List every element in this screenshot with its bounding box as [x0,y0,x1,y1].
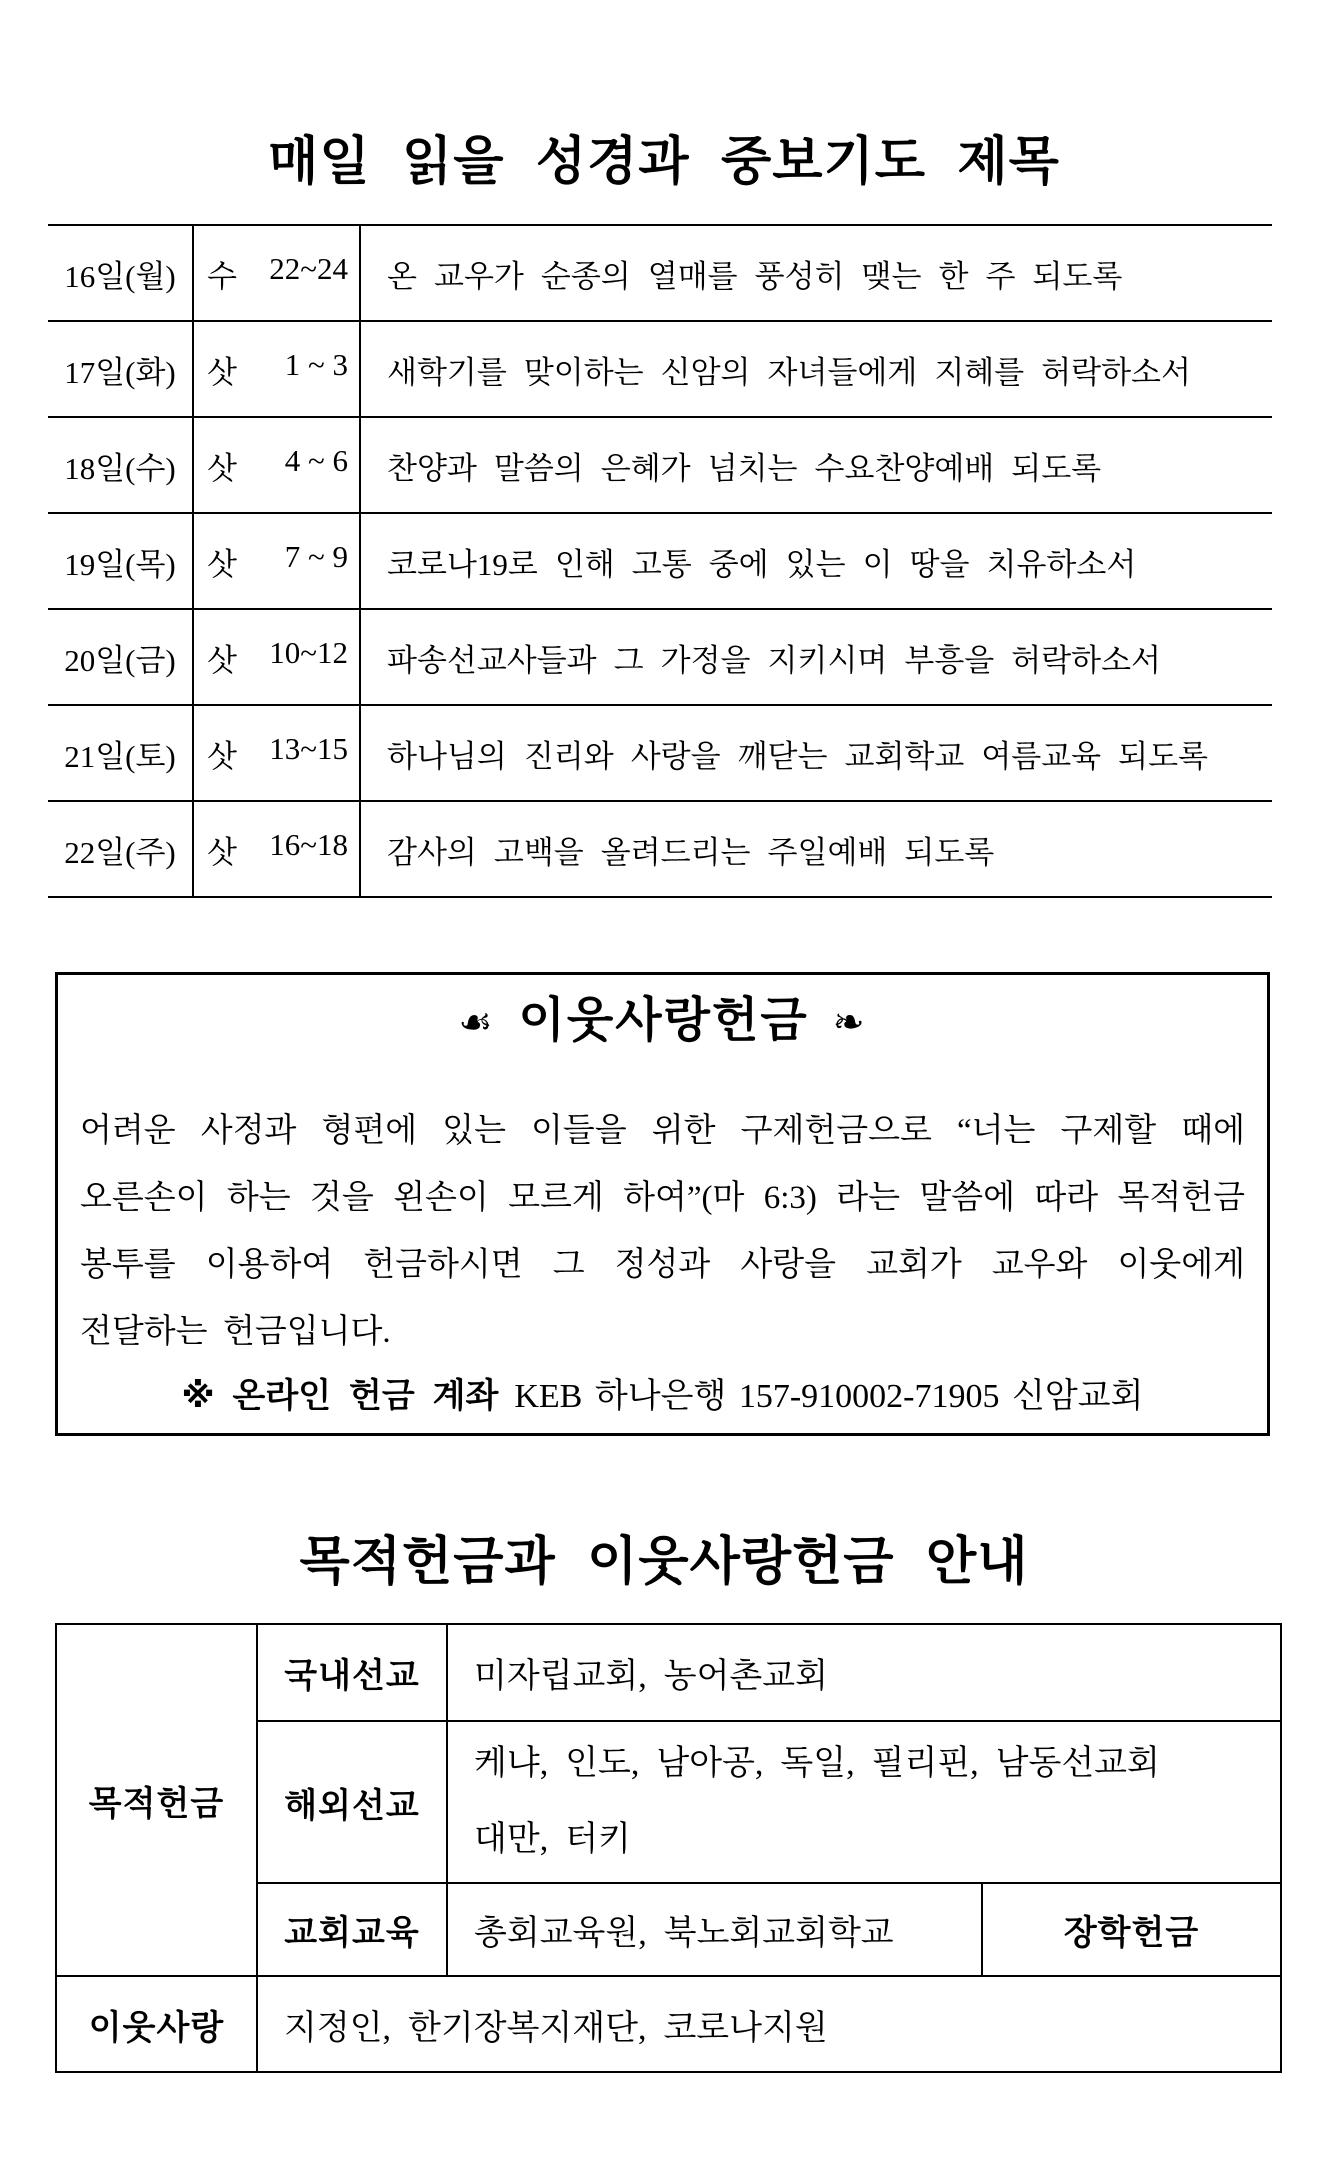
bible-range: 22~24 [269,250,348,286]
table-row [56,1624,1281,1721]
detail-cell: 미자립교회, 농어촌교회 [447,1624,1281,1721]
floral-ornament-left-icon: ☙ [458,1000,495,1045]
prayer-cell: 새학기를 맞이하는 신암의 자녀들에게 지혜를 허락하소서 [360,321,1272,417]
category-cell: 교회교육 [257,1883,447,1976]
detail-line: 케냐, 인도, 남아공, 독일, 필리핀, 남동선교회 [474,1745,1160,1782]
bible-book: 삿 [207,834,237,870]
bible-range: 7 ~ 9 [284,538,348,574]
table-row [56,1976,1281,2072]
bible-range: 13~15 [269,730,348,766]
table-row [48,705,1272,801]
prayer-cell: 찬양과 말씀의 은혜가 넘치는 수요찬양예배 되도록 [360,417,1272,513]
bible-book: 삿 [207,546,237,582]
bible-book: 삿 [207,738,237,774]
offering-description [80,1098,1245,1366]
guide-section-title: 목적헌금과 이웃사랑헌금 안내 [299,1533,1029,1591]
passage-cell [193,609,360,705]
offering-guide-table [55,1623,1282,2073]
bible-range: 16~18 [269,826,348,862]
daily-reading-table [48,224,1272,898]
neighbor-love-header: 이웃사랑 [56,1976,257,2072]
offering-box-title-text: 이웃사랑헌금 [518,994,809,1047]
online-account-line [58,1371,1267,1422]
passage-cell [193,225,360,321]
bible-book: 수 [207,258,237,294]
bible-range: 4 ~ 6 [284,442,348,478]
description-line: 봉투를 이용하여 헌금하시면 그 정성과 사랑을 교회가 교우와 이웃에게 [80,1247,1245,1284]
category-cell: 국내선교 [257,1624,447,1721]
table-row [48,321,1272,417]
prayer-cell: 온 교우가 순종의 열매를 풍성히 맺는 한 주 되도록 [360,225,1272,321]
bible-book: 삿 [207,642,237,678]
table-row [48,801,1272,897]
date-cell: 22일(주) [48,801,193,897]
table-row [48,609,1272,705]
prayer-cell: 파송선교사들과 그 가정을 지키시며 부흥을 허락하소서 [360,609,1272,705]
description-line: 어려운 사정과 형편에 있는 이들을 위한 구제헌금으로 “너는 구제할 때에 [80,1113,1245,1150]
table-row [48,513,1272,609]
bible-range: 10~12 [269,634,348,670]
online-account-number: KEB 하나은행 157-910002-71905 신암교회 [514,1378,1144,1416]
floral-ornament-right-icon: ❧ [832,1000,867,1045]
passage-cell [193,705,360,801]
detail-line: 대만, 터키 [474,1821,631,1858]
date-cell: 21일(토) [48,705,193,801]
passage-cell [193,513,360,609]
date-cell: 17일(화) [48,321,193,417]
description-line: 전달하는 헌금입니다. [80,1314,391,1351]
passage-cell [193,801,360,897]
table-row [48,225,1272,321]
detail-cell: 총회교육원, 북노회교회학교 [447,1883,982,1976]
online-account-label: ※ 온라인 헌금 계좌 [181,1377,499,1416]
detail-cell [447,1721,1281,1883]
passage-cell [193,321,360,417]
bible-book: 삿 [207,354,237,390]
scholarship-offering-cell: 장학헌금 [982,1883,1281,1976]
prayer-cell: 코로나19로 인해 고통 중에 있는 이 땅을 치유하소서 [360,513,1272,609]
date-cell: 19일(목) [48,513,193,609]
reading-section-title: 매일 읽을 성경과 중보기도 제목 [268,133,1060,191]
detail-cell: 지정인, 한기장복지재단, 코로나지원 [257,1976,1281,2072]
purpose-offering-header: 목적헌금 [56,1624,257,1976]
description-line: 오른손이 하는 것을 왼손이 모르게 하여”(마 6:3) 라는 말씀에 따라 목적헌금 [80,1180,1245,1217]
bible-range: 1 ~ 3 [284,346,348,382]
date-cell: 18일(수) [48,417,193,513]
bible-book: 삿 [207,450,237,486]
date-cell: 16일(월) [64,258,176,294]
prayer-cell: 하나님의 진리와 사랑을 깨닫는 교회학교 여름교육 되도록 [360,705,1272,801]
prayer-cell: 감사의 고백을 올려드리는 주일예배 되도록 [360,801,1272,897]
table-row [48,417,1272,513]
date-cell: 20일(금) [48,609,193,705]
passage-cell [193,417,360,513]
neighbor-love-offering-box [55,972,1270,1436]
category-cell: 해외선교 [257,1721,447,1883]
offering-box-title [58,993,1267,1048]
